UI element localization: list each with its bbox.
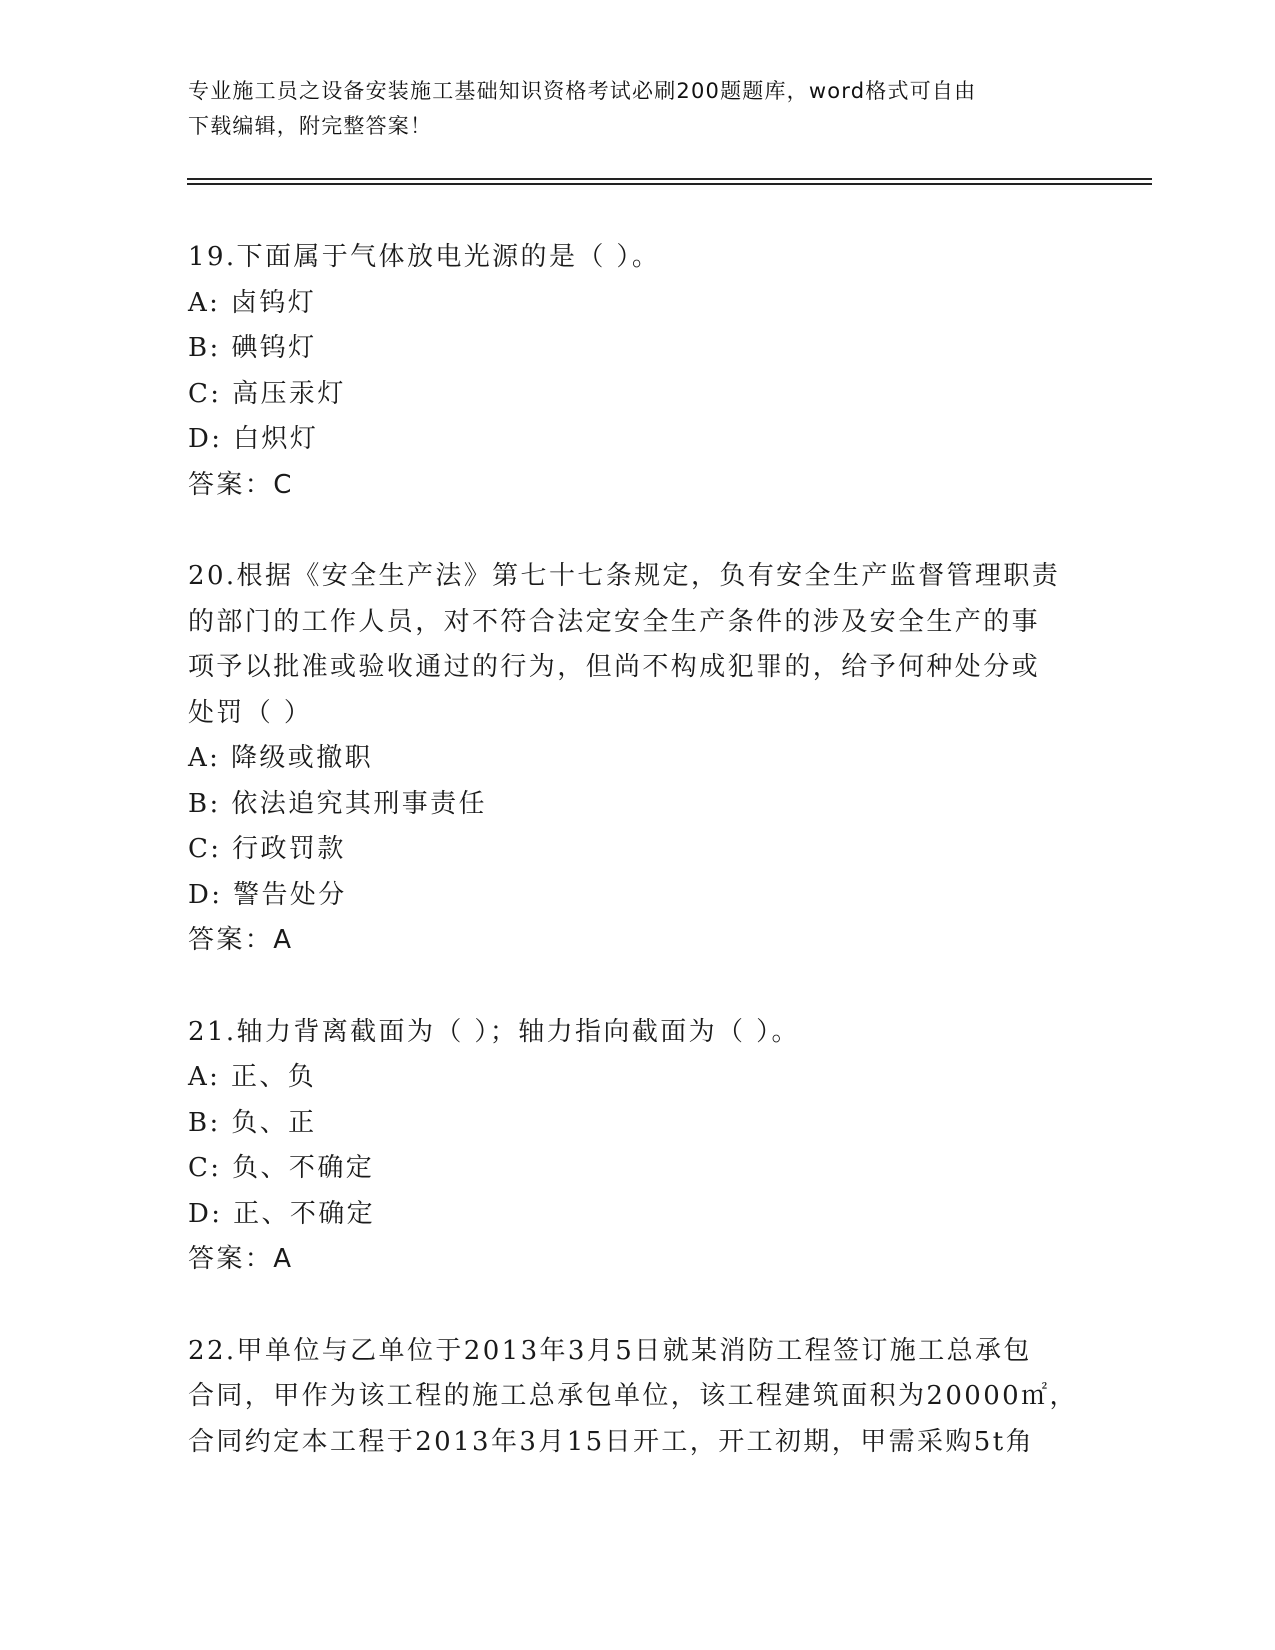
question-list [188, 235, 1088, 1465]
answer-line: 答案：A [188, 925, 294, 955]
option-d: D: 白炽灯 [188, 424, 319, 454]
answer-line: 答案：C [188, 469, 294, 500]
question-stem: 合同约定本工程于2013年3月15日开工，开工初期，甲需采购5t角 [188, 1426, 1034, 1457]
option-b: B: 依法追究其刑事责任 [188, 788, 487, 819]
option-b: B: 碘钨灯 [188, 333, 317, 363]
question-21 [188, 1010, 1088, 1283]
option-c: C: 负、不确定 [188, 1153, 375, 1183]
option-c: C: 行政罚款 [188, 834, 346, 864]
question-stem: 21.轴力背离截面为（ ）；轴力指向截面为（ ）。 [188, 1016, 800, 1047]
option-a: A: 正、负 [188, 1062, 317, 1092]
header-title-line-2: 下载编辑，附完整答案！ [188, 114, 433, 138]
header-divider-bottom [187, 183, 1152, 185]
question-20 [188, 554, 1088, 964]
document-header [188, 74, 1068, 144]
question-19 [188, 235, 1088, 508]
question-22 [188, 1329, 1088, 1466]
option-c: C: 高压汞灯 [188, 378, 346, 409]
option-a: A: 卤钨灯 [188, 287, 317, 318]
header-divider-top [187, 178, 1152, 180]
option-b: B: 负、正 [188, 1107, 317, 1138]
question-stem: 的部门的工作人员，对不符合法定安全生产条件的涉及安全生产的事 [188, 606, 1041, 637]
header-title-line-1: 专业施工员之设备安装施工基础知识资格考试必刷200题题库，word格式可自由 [188, 79, 977, 103]
question-stem: 22.甲单位与乙单位于2013年3月5日就某消防工程签订施工总承包 [188, 1335, 1032, 1366]
option-d: D: 正、不确定 [188, 1198, 376, 1229]
question-stem: 项予以批准或验收通过的行为，但尚不构成犯罪的，给予何种处分或 [188, 652, 1041, 682]
option-d: D: 警告处分 [188, 879, 347, 910]
question-stem: 20.根据《安全生产法》第七十七条规定，负有安全生产监督管理职责 [188, 561, 1061, 591]
answer-line: 答案：A [188, 1244, 294, 1274]
question-stem: 合同，甲作为该工程的施工总承包单位，该工程建筑面积为20000㎡， [188, 1381, 1078, 1411]
question-stem: 19.下面属于气体放电光源的是（ ）。 [188, 242, 661, 272]
question-stem: 处罚（ ） [188, 697, 313, 728]
option-a: A: 降级或撤职 [188, 743, 374, 773]
